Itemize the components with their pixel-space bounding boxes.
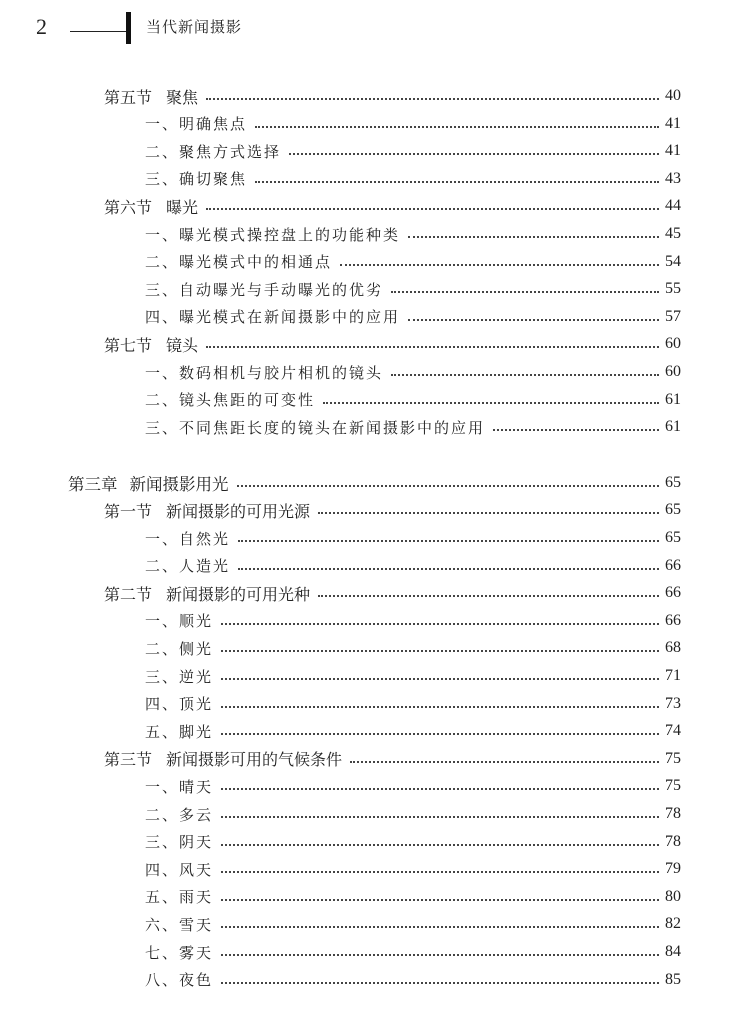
toc-entry-text: 新闻摄影用光: [129, 474, 229, 494]
dot-leader: [289, 153, 659, 155]
toc-entry-title: [145, 886, 213, 907]
toc-entry-title: [145, 306, 400, 327]
toc-entry-item: [145, 137, 681, 165]
dot-leader: [318, 512, 659, 514]
toc-page-number: 66: [665, 556, 681, 574]
dot-leader: [350, 761, 659, 763]
toc-page-number: 61: [665, 418, 681, 436]
toc-entry-text: 八、夜色: [145, 971, 214, 990]
toc-entry-section: [104, 745, 681, 773]
toc-entry-item: [145, 910, 681, 938]
toc-entry-text: 二、镜头焦距的可变性: [145, 391, 316, 410]
toc-entry-title: [145, 831, 213, 852]
dot-leader: [238, 568, 659, 570]
toc-entry-text: 二、曝光模式中的相通点: [145, 253, 333, 272]
toc-entry-item: [145, 275, 681, 303]
dot-leader: [221, 816, 659, 818]
toc-entry-text: 新闻摄影的可用光源: [166, 501, 311, 521]
toc-entry-title: [145, 610, 213, 631]
toc-page-number: 84: [665, 943, 681, 960]
toc-entry-item: [145, 110, 681, 138]
dot-leader: [237, 485, 660, 487]
toc-entry-text: 一、曝光模式操控盘上的功能种类: [145, 225, 401, 244]
toc-page-number: 61: [665, 390, 681, 408]
toc-entry-number: 第六节: [104, 197, 153, 217]
dot-leader: [221, 788, 659, 790]
toc-entry-title: [145, 251, 332, 272]
toc-entry-title: [145, 141, 281, 162]
toc-entry-section: [104, 579, 681, 607]
toc-entry-item: [145, 772, 681, 800]
dot-leader: [255, 126, 659, 128]
dot-leader: [221, 650, 659, 652]
toc-page-number: 79: [665, 860, 681, 878]
toc-entry-text: 新闻摄影可用的气候条件: [166, 750, 343, 770]
dot-leader: [221, 954, 659, 956]
toc-page-number: 75: [665, 777, 681, 795]
dot-leader: [221, 706, 659, 708]
toc-page-number: 60: [665, 335, 681, 353]
dot-leader: [221, 899, 659, 901]
toc-entry-text: 一、数码相机与胶片相机的镜头: [145, 363, 384, 382]
dot-leader: [206, 98, 659, 100]
toc-entry-item: [145, 938, 681, 966]
toc-page-number: 44: [665, 197, 681, 215]
toc-entry-text: 新闻摄影的可用光种: [166, 584, 311, 604]
toc-entry-text: 五、雨天: [145, 888, 214, 907]
toc-entry-text: 四、风天: [145, 860, 214, 879]
dot-leader: [391, 374, 659, 376]
dot-leader: [206, 208, 659, 210]
running-title: 当代新闻摄影: [146, 18, 243, 36]
toc-entry-title: [145, 721, 213, 742]
toc-page-number: 45: [665, 225, 681, 242]
toc-entry-item: [145, 855, 681, 883]
toc-entry-section: [104, 496, 681, 524]
toc-entry-text: 一、自然光: [145, 529, 231, 548]
toc-entry-text: 一、明确焦点: [145, 115, 248, 134]
toc-entry-chapter: [68, 469, 681, 497]
toc-entry-text: 四、顶光: [145, 695, 214, 714]
dot-leader: [238, 540, 659, 542]
toc-page-number: 65: [665, 473, 681, 491]
toc-entry-number: 第一节: [104, 501, 153, 521]
toc-entry-item: [145, 303, 681, 331]
toc-entry-number: 第三节: [104, 750, 153, 770]
toc-entry-text: 四、曝光模式在新闻摄影中的应用: [145, 308, 401, 327]
toc-entry-section: [104, 82, 681, 110]
toc-entry-text: 二、聚焦方式选择: [145, 142, 282, 161]
toc-entry-item: [145, 552, 681, 580]
toc-page-number: 66: [665, 611, 681, 629]
toc-entry-number: 第二节: [104, 584, 153, 604]
toc-entry-item: [145, 386, 681, 414]
toc-page-number: 73: [665, 694, 681, 712]
dot-leader: [221, 678, 659, 680]
toc-page-number: 57: [665, 307, 681, 325]
toc-page-number: 85: [665, 970, 681, 988]
toc-page-number: 66: [665, 584, 681, 602]
dot-leader: [221, 623, 659, 625]
toc-entry-title: [145, 389, 315, 410]
toc-entry-text: 镜头: [166, 335, 199, 355]
toc-entry-title: [145, 279, 383, 300]
dot-leader: [493, 429, 659, 431]
toc-entry-text: 七、雾天: [145, 943, 214, 962]
toc-entry-title: [104, 195, 198, 218]
toc-entry-title: [104, 85, 198, 108]
toc-entry-title: [145, 417, 485, 438]
toc-entry-item: [145, 524, 681, 552]
toc-entry-title: [104, 499, 310, 522]
toc-page-number: 78: [665, 832, 681, 850]
toc-entry-title: [145, 942, 213, 963]
toc-entry-title: [145, 914, 213, 935]
toc-page-number: 78: [665, 805, 681, 822]
toc-page-number: 75: [665, 749, 681, 767]
toc-entry-title: [145, 666, 213, 687]
toc-entry-title: [145, 555, 230, 576]
toc-page-number: 60: [665, 363, 681, 380]
toc-entry-text: 二、侧光: [145, 639, 214, 658]
toc-entry-title: [145, 528, 230, 549]
header-bar: [126, 12, 131, 44]
toc-entry-text: 聚焦: [166, 87, 199, 107]
dot-leader: [340, 264, 659, 266]
toc-entry-text: 五、脚光: [145, 722, 214, 741]
toc-entry-item: [145, 607, 681, 635]
toc-entry-number: 第三章: [68, 474, 118, 494]
toc-entry-text: 三、逆光: [145, 667, 214, 686]
dot-leader: [221, 982, 659, 984]
toc-entry-item: [145, 883, 681, 911]
toc-entry-text: 二、多云: [145, 805, 214, 824]
dot-leader: [255, 181, 659, 183]
toc-page-number: 80: [665, 887, 681, 905]
dot-leader: [221, 871, 659, 873]
toc-page-number: 68: [665, 639, 681, 657]
toc-entry-item: [145, 220, 681, 248]
toc-entry-text: 三、不同焦距长度的镜头在新闻摄影中的应用: [145, 418, 486, 437]
dot-leader: [408, 319, 659, 321]
toc-entry-number: 第五节: [104, 87, 153, 107]
dot-leader: [408, 236, 659, 238]
toc-entry-title: [145, 362, 383, 383]
toc-entry-section: [104, 192, 681, 220]
toc-page-number: 82: [665, 915, 681, 933]
toc-page-number: 40: [665, 87, 681, 104]
header-rule: [70, 31, 126, 32]
page-number: 2: [36, 14, 47, 39]
dot-leader: [221, 844, 659, 846]
toc-entry-item: [145, 690, 681, 718]
toc-entry-item: [145, 634, 681, 662]
dot-leader: [391, 291, 659, 293]
toc-entry-title: [145, 804, 213, 825]
dot-leader: [323, 402, 659, 404]
toc-entry-item: [145, 828, 681, 856]
toc-entry-title: [145, 113, 247, 134]
toc-entry-title: [145, 224, 400, 245]
dot-leader: [221, 733, 659, 735]
toc-entry-text: 六、雪天: [145, 915, 214, 934]
toc-entry-item: [145, 662, 681, 690]
toc-entry-title: [145, 859, 213, 880]
toc-entry-item: [145, 358, 681, 386]
toc-entry-title: [104, 747, 342, 770]
dot-leader: [318, 595, 659, 597]
toc-entry-section: [104, 330, 681, 358]
toc-page-number: 74: [665, 722, 681, 740]
toc-entry-item: [145, 413, 681, 441]
dot-leader: [206, 346, 659, 348]
toc-entry-text: 三、阴天: [145, 833, 214, 852]
toc-entry-title: [145, 638, 213, 659]
toc-entry-text: 二、人造光: [145, 557, 231, 576]
toc-page-number: 54: [665, 252, 681, 270]
toc-entry-item: [145, 966, 681, 994]
toc-entry-title: [145, 969, 213, 990]
page-header: [0, 0, 750, 50]
toc-entry-title: [104, 582, 310, 605]
toc-entry-title: [104, 333, 198, 356]
toc-page-number: 71: [665, 667, 681, 684]
toc-page-number: 65: [665, 529, 681, 546]
toc-entry-title: [68, 471, 229, 495]
toc-page-number: 55: [665, 280, 681, 298]
toc-entry-title: [145, 693, 213, 714]
dot-leader: [221, 926, 659, 928]
toc-entry-text: 三、确切聚焦: [145, 170, 248, 189]
toc-entry-text: 一、晴天: [145, 777, 214, 796]
toc-page-number: 41: [665, 114, 681, 132]
toc-entry-number: 第七节: [104, 335, 153, 355]
toc-entry-text: 一、顺光: [145, 612, 214, 631]
toc-page-number: 65: [665, 501, 681, 519]
toc-entry-text: 曝光: [166, 197, 199, 217]
toc-entry-item: [145, 717, 681, 745]
toc-entry-title: [145, 168, 247, 189]
toc-page-number: 43: [665, 169, 681, 187]
toc-entry-item: [145, 248, 681, 276]
toc-page-number: 41: [665, 142, 681, 160]
toc-entry-title: [145, 776, 213, 797]
toc-entry-item: [145, 800, 681, 828]
toc-entry-text: 三、自动曝光与手动曝光的优劣: [145, 280, 384, 299]
toc-entry-item: [145, 165, 681, 193]
